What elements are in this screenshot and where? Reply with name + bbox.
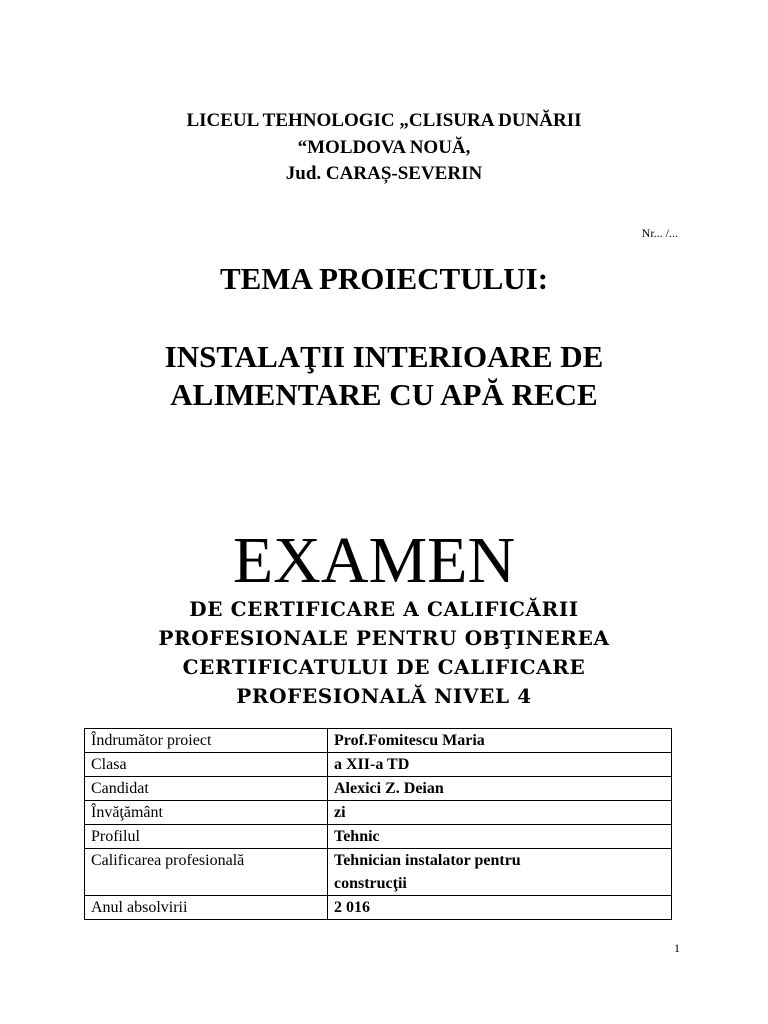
project-theme-label: TEMA PROIECTULUI: (219, 261, 549, 296)
row-value-line-2: construcţii (334, 875, 407, 892)
project-topic-line-2: ALIMENTARE CU APĂ RECE (170, 377, 598, 412)
row-value-line-1: Tehnician instalator pentru (334, 852, 521, 869)
table-row (85, 801, 672, 825)
row-value (328, 849, 672, 896)
page-number: 1 (674, 941, 680, 955)
table-row (85, 849, 672, 896)
table-row (85, 753, 672, 777)
document-number: Nr... /... (641, 226, 678, 240)
row-label: Anul absolvirii (85, 896, 328, 920)
row-value: Alexici Z. Deian (328, 777, 672, 801)
row-label: Învăţământ (85, 801, 328, 825)
info-table (84, 728, 672, 920)
row-value: a XII-a TD (328, 753, 672, 777)
school-county: Jud. CARAȘ-SEVERIN (285, 163, 483, 184)
row-label: Profilul (85, 825, 328, 849)
table-row (85, 896, 672, 920)
project-topic-line-1: INSTALAŢII INTERIOARE DE (164, 339, 604, 374)
row-value: Tehnic (328, 825, 672, 849)
row-label: Candidat (85, 777, 328, 801)
row-value: zi (328, 801, 672, 825)
school-name-line-2: “MOLDOVA NOUĂ, (297, 137, 471, 158)
row-value: 2 016 (328, 896, 672, 920)
table-row (85, 777, 672, 801)
certification-line-2: PROFESIONALE PENTRU OBŢINEREA (158, 626, 610, 650)
certification-line-3: CERTIFICATULUI DE CALIFICARE (182, 655, 586, 679)
table-row (85, 825, 672, 849)
row-value: Prof.Fomitescu Maria (328, 729, 672, 753)
exam-title: EXAMEN (232, 524, 516, 597)
row-label: Îndrumător proiect (85, 729, 328, 753)
row-label: Clasa (85, 753, 328, 777)
certification-line-1: DE CERTIFICARE A CALIFICĂRII (189, 597, 579, 621)
row-label: Calificarea profesională (85, 849, 328, 896)
school-name-line-1: LICEUL TEHNOLOGIC „CLISURA DUNĂRII (186, 110, 582, 131)
certification-line-4: PROFESIONALĂ NIVEL 4 (236, 684, 532, 708)
table-row (85, 729, 672, 753)
